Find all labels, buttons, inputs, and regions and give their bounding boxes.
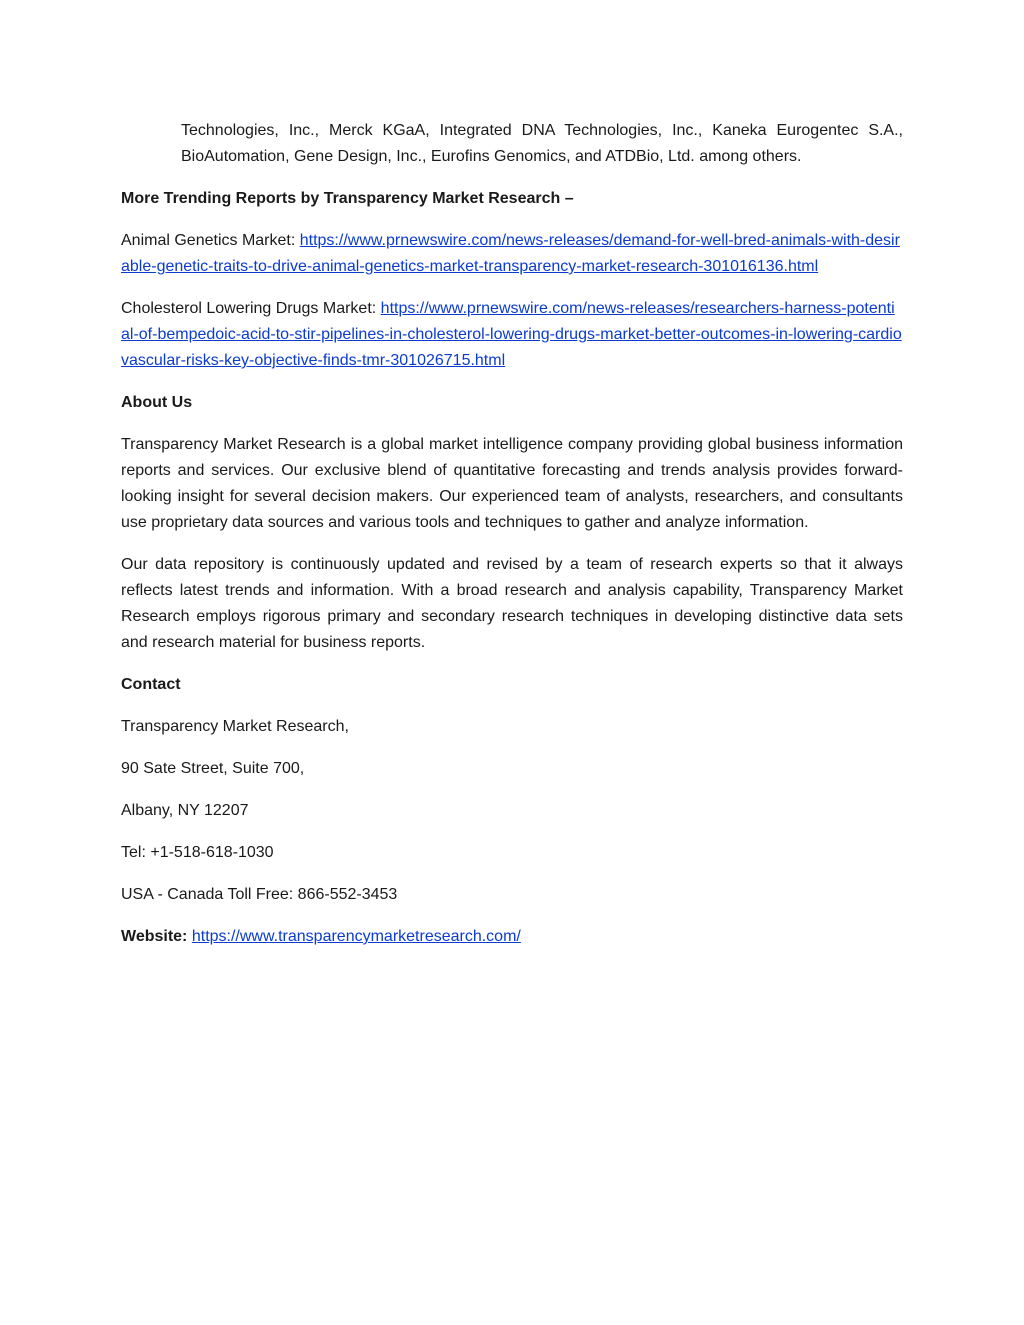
- website-label: Website:: [121, 928, 188, 945]
- trending-item-cholesterol-drugs: [121, 296, 903, 374]
- about-paragraph-1: Transparency Market Research is a global market intelligence company providing global business information reports and services. Our exclusive blend of quantitative forecasting and trends analysis provides forward-looking insight for several decision makers. Our experienced team of analysts, researchers, and consultants use proprietary data sources and various tools and techniques to gather and analyze information.: [121, 436, 903, 531]
- contact-toll-free: USA - Canada Toll Free: 866-552-3453: [121, 886, 398, 903]
- trending-heading: More Trending Reports by Transparency Market Research –: [121, 190, 574, 207]
- contact-heading: Contact: [121, 676, 181, 693]
- trending-item-animal-genetics: [121, 228, 903, 280]
- contact-company: Transparency Market Research,: [121, 718, 349, 735]
- intro-paragraph: Technologies, Inc., Merck KGaA, Integrated DNA Technologies, Inc., Kaneka Eurogentec S.A., BioAutomation, Gene Design, Inc., Eurofins Genomics, and ATDBio, Ltd. among others.: [181, 122, 903, 165]
- cholesterol-drugs-link[interactable]: https://www.prnewswire.com/news-releases/researchers-harness-potential-of-bempedoic-acid-to-stir-pipelines-in-cholesterol-lowering-drugs-market-better-outcomes-in-lowering-cardiovascular-risks-key-objective-finds-tmr-301026715.html: [121, 300, 902, 369]
- contact-tel: Tel: +1-518-618-1030: [121, 844, 274, 861]
- about-heading: About Us: [121, 394, 193, 411]
- animal-genetics-link[interactable]: https://www.prnewswire.com/news-releases/demand-for-well-bred-animals-with-desirable-genetic-traits-to-drive-animal-genetics-market-transparency-market-research-301016136.html: [121, 232, 900, 275]
- contact-website: [121, 924, 903, 950]
- contact-street: 90 Sate Street, Suite 700,: [121, 760, 305, 777]
- trending-item-label: Cholesterol Lowering Drugs Market:: [121, 300, 381, 317]
- contact-city: Albany, NY 12207: [121, 802, 249, 819]
- document-page: [121, 118, 903, 966]
- trending-item-label: Animal Genetics Market:: [121, 232, 300, 249]
- website-link[interactable]: https://www.transparencymarketresearch.com/: [191, 928, 521, 945]
- about-paragraph-2: Our data repository is continuously updated and revised by a team of research experts so that it always reflects latest trends and information. With a broad research and analysis capability, Transparency Market Research employs rigorous primary and secondary research techniques in developing distinctive data sets and research material for business reports.: [121, 556, 903, 651]
